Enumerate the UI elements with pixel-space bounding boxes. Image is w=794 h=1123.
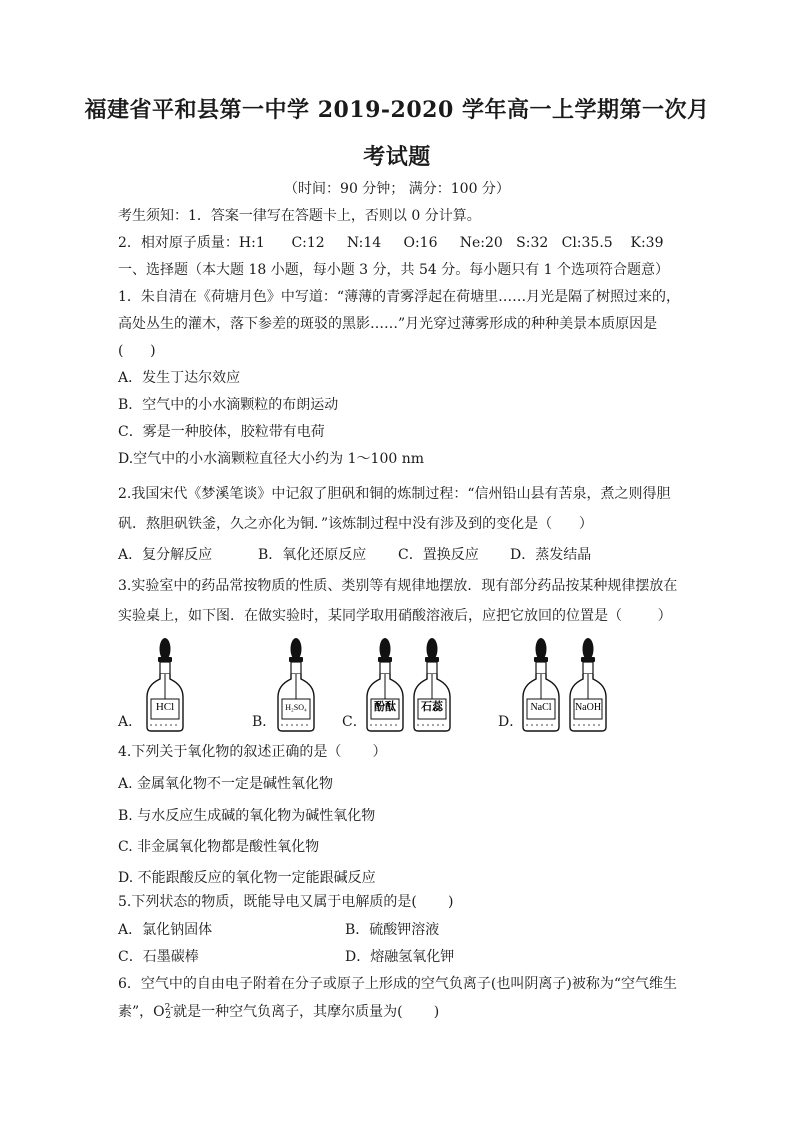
bottle-nacl	[523, 638, 559, 731]
bottle-h2so4	[278, 638, 314, 731]
q5-stem: 5.下列状态的物质，既能导电又属于电解质的是( )	[118, 894, 454, 910]
q4-option-c: C. 非金属氧化物都是酸性氧化物	[118, 839, 320, 855]
q5-option-a: A．氯化钠固体	[118, 922, 213, 938]
q2-option-a: A．复分解反应	[118, 547, 213, 563]
note-2: 2．相对原子质量：H:1 C:12 N:14 O:16 Ne:20 S:32 Cl:35.5 K:39	[118, 235, 664, 251]
label-hcl: HCl	[155, 701, 175, 713]
q1-stem-line2: 高处丛生的灌木，落下参差的斑驳的黑影……”月光穿过薄雾形成的种种美景本质原因是	[118, 316, 658, 332]
bottle-phenolphthalein	[367, 638, 403, 731]
q2-option-c: C．置换反应	[398, 547, 479, 563]
q1-option-b: B．空气中的小水滴颗粒的布朗运动	[118, 397, 339, 413]
bottle-litmus	[414, 638, 450, 731]
q6-text-pre: 素”，O	[118, 1004, 165, 1020]
q3-stem-line2: 实验桌上，如下图．在做实验时，某同学取用硝酸溶液后，应把它放回的位置是（ ）	[118, 608, 672, 624]
label-litmus: 石蕊	[421, 700, 443, 713]
q1-option-a: A．发生丁达尔效应	[118, 370, 241, 386]
q3-option-b: B．	[252, 714, 277, 730]
q2-option-b: B．氧化还原反应	[258, 547, 367, 563]
section-heading: 一、选择题（本大题 18 小题，每小题 3 分，共 54 分。每小题只有 1 个选项符合题意）	[118, 262, 670, 278]
label-nacl: NaCl	[530, 702, 552, 713]
q3-option-c: C．	[342, 714, 367, 730]
q4-stem: 4.下列关于氧化物的叙述正确的是（ ）	[118, 744, 387, 760]
q2-option-d: D．蒸发结晶	[510, 547, 592, 563]
q4-option-d: D. 不能跟酸反应的氧化物一定能跟碱反应	[118, 870, 376, 886]
bottle-hcl	[147, 638, 183, 731]
q1-blank: ( )	[118, 343, 156, 359]
q6-stem-line2	[118, 1003, 439, 1021]
q6-charge: 2-	[164, 1003, 174, 1013]
label-phenolphthalein: 酚酞	[374, 700, 396, 713]
q5-option-d: D．熔融氢氧化钾	[345, 949, 455, 965]
q1-option-d: D.空气中的小水滴颗粒直径大小约为 1～100 nm	[118, 451, 424, 467]
q5-option-b: B．硫酸钾溶液	[345, 922, 440, 938]
q6-stem-line1: 6．空气中的自由电子附着在分子或原子上形成的空气负离子(也叫阴离子)被称为“空气维生	[118, 976, 677, 992]
q2-stem-line1: 2.我国宋代《梦溪笔谈》中记叙了胆矾和铜的炼制过程：“信州铅山县有苦泉，煮之则得胆	[118, 486, 671, 502]
q1-stem-line1: 1．朱自清在《荷塘月色》中写道：“薄薄的青雾浮起在荷塘里……月光是隔了树照过来的，	[118, 289, 681, 305]
exam-info: （时间：90 分钟； 满分：100 分）	[284, 181, 510, 197]
q3-option-d: D．	[498, 714, 524, 730]
label-h2so4: H₂SO₄	[285, 703, 307, 712]
q2-stem-line2: 矾．熬胆矾铁釜，久之亦化为铜．”该炼制过程中没有涉及到的变化是（ ）	[118, 516, 593, 532]
q1-option-c: C．雾是一种胶体，胶粒带有电荷	[118, 424, 325, 440]
exam-title-line2: 考试题	[363, 144, 431, 170]
q5-option-c: C．石墨碳棒	[118, 949, 199, 965]
q4-option-a: A. 金属氧化物不一定是碱性氧化物	[118, 776, 334, 792]
note-1: 考生须知：1．答案一律写在答题卡上，否则以 0 分计算。	[118, 208, 481, 224]
q6-subscript: 2	[165, 1011, 172, 1021]
q4-option-b: B. 与水反应生成碱的氧化物为碱性氧化物	[118, 808, 376, 824]
label-naoh: NaOH	[574, 702, 602, 713]
q6-text-post: 就是一种空气负离子，其摩尔质量为( )	[173, 1004, 440, 1020]
q3-stem-line1: 3.实验室中的药品常按物质的性质、类别等有规律地摆放．现有部分药品按某种规律摆放在	[118, 578, 678, 594]
bottle-naoh	[570, 638, 606, 731]
q3-option-a: A．	[118, 714, 143, 730]
exam-title-line1: 福建省平和县第一中学 2019-2020 学年高一上学期第一次月	[84, 97, 710, 123]
